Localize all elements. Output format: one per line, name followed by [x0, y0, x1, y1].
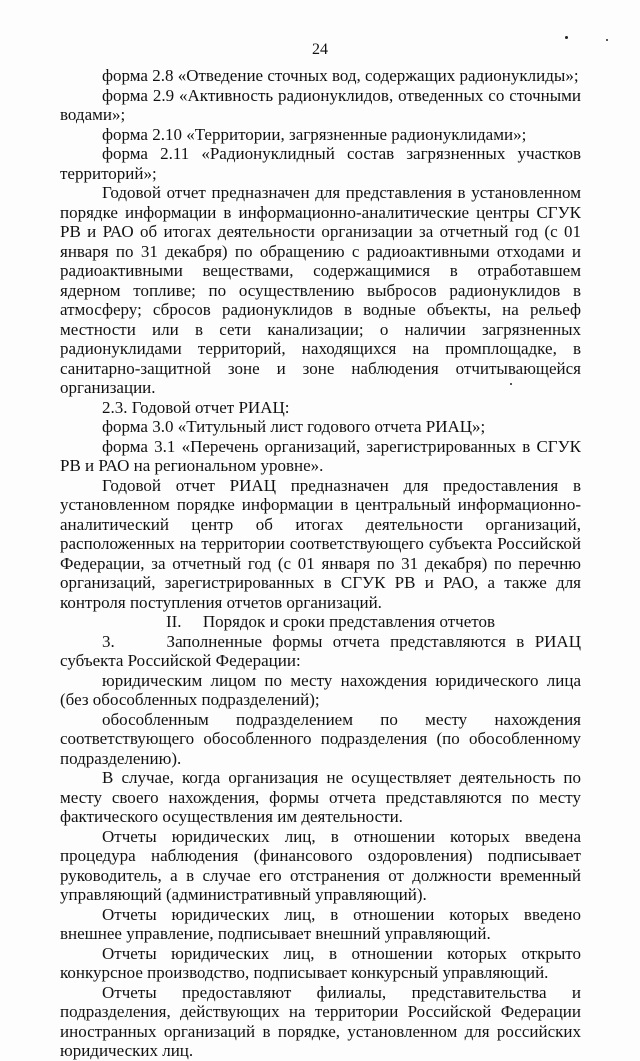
paragraph: 3. Заполненные формы отчета представляются в РИАЦ субъекта Российской Федерации:	[60, 631, 586, 670]
document-body	[60, 66, 586, 1061]
form-item: форма 3.1 «Перечень организаций, зарегистрированных в СГУК РВ и РАО на региональном уровне».	[60, 436, 581, 475]
form-item: форма 2.11 «Радионуклидный состав загрязненных участков территорий»;	[60, 144, 581, 183]
paragraph: Отчеты юридических лиц, в отношении которых открыто конкурсное производство, подписывает конкурсный управляющий.	[60, 943, 581, 982]
section-title: Порядок и сроки представления отчетов	[202, 612, 495, 631]
paragraph: юридическим лицом по месту нахождения юридического лица (без обособленных подразделений);	[60, 670, 581, 709]
form-item: форма 3.0 «Титульный лист годового отчета РИАЦ»;	[102, 417, 486, 436]
section-heading	[60, 612, 581, 632]
paragraph: обособленным подразделением по месту нахождения соответствующего обособленного подразделения (по обособленному подразделению).	[60, 709, 581, 768]
paragraph: Годовой отчет предназначен для представления в установленном порядке информации в информационно-аналитические центры СГУК РВ и РАО об итогах деятельности организации за отчетный год (с 01 января по 31 декабря) по обращению с радиоактивными отходами и радиоактивными веществами, содержащимися в отработавшем ядерном топливе; по осуществлению выбросов радионуклидов в атмосферу; сбросов радионуклидов в водные объекты, на рельеф местности или в сети канализации; о наличии загрязненных радионуклидами территорий, находящихся на промплощадке, в санитарно-защитной зоне и зоне наблюдения отчитывающейся организации.	[60, 183, 581, 397]
paragraph: Отчеты юридических лиц, в отношении которых введена процедура наблюдения (финансового оздоровления) подписывает руководитель, а в случае его отстранения от должности временный управляющий (административный управляющий).	[60, 826, 581, 904]
form-item: форма 2.10 «Территории, загрязненные радионуклидами»;	[102, 124, 527, 144]
subsection-title: 2.3. Годовой отчет РИАЦ:	[102, 397, 290, 417]
paragraph: Отчеты юридических лиц, в отношении которых введено внешнее управление, подписывает внешний управляющий.	[60, 904, 581, 943]
paragraph: В случае, когда организация не осуществляет деятельность по месту своего нахождения, формы отчета представляются по месту фактического осуществления им деятельности.	[60, 768, 581, 826]
form-item: форма 2.9 «Активность радионуклидов, отведенных со сточными водами»;	[60, 85, 581, 124]
paragraph: Годовой отчет РИАЦ предназначен для предоставления в установленном порядке информации в центральный информационно-аналитический центр об итогах деятельности организаций, расположенных на территории соответствующего субъекта Российской Федерации, за отчетный год (с 01 января по 31 декабря) по перечню организаций, зарегистрированных в СГУК РВ и РАО, а также для контроля поступления отчетов организаций.	[60, 475, 581, 612]
scan-speck	[565, 36, 568, 39]
section-numeral: II.	[165, 612, 182, 631]
form-item: форма 2.8 «Отведение сточных вод, содержащих радионуклиды»;	[102, 66, 579, 85]
page-number: 24	[312, 41, 328, 58]
paragraph: Отчеты предоставляют филиалы, представительства и подразделения, действующих на территории Российской Федерации иностранных организаций в порядке, установленном для российских юридических лиц.	[60, 982, 581, 1060]
